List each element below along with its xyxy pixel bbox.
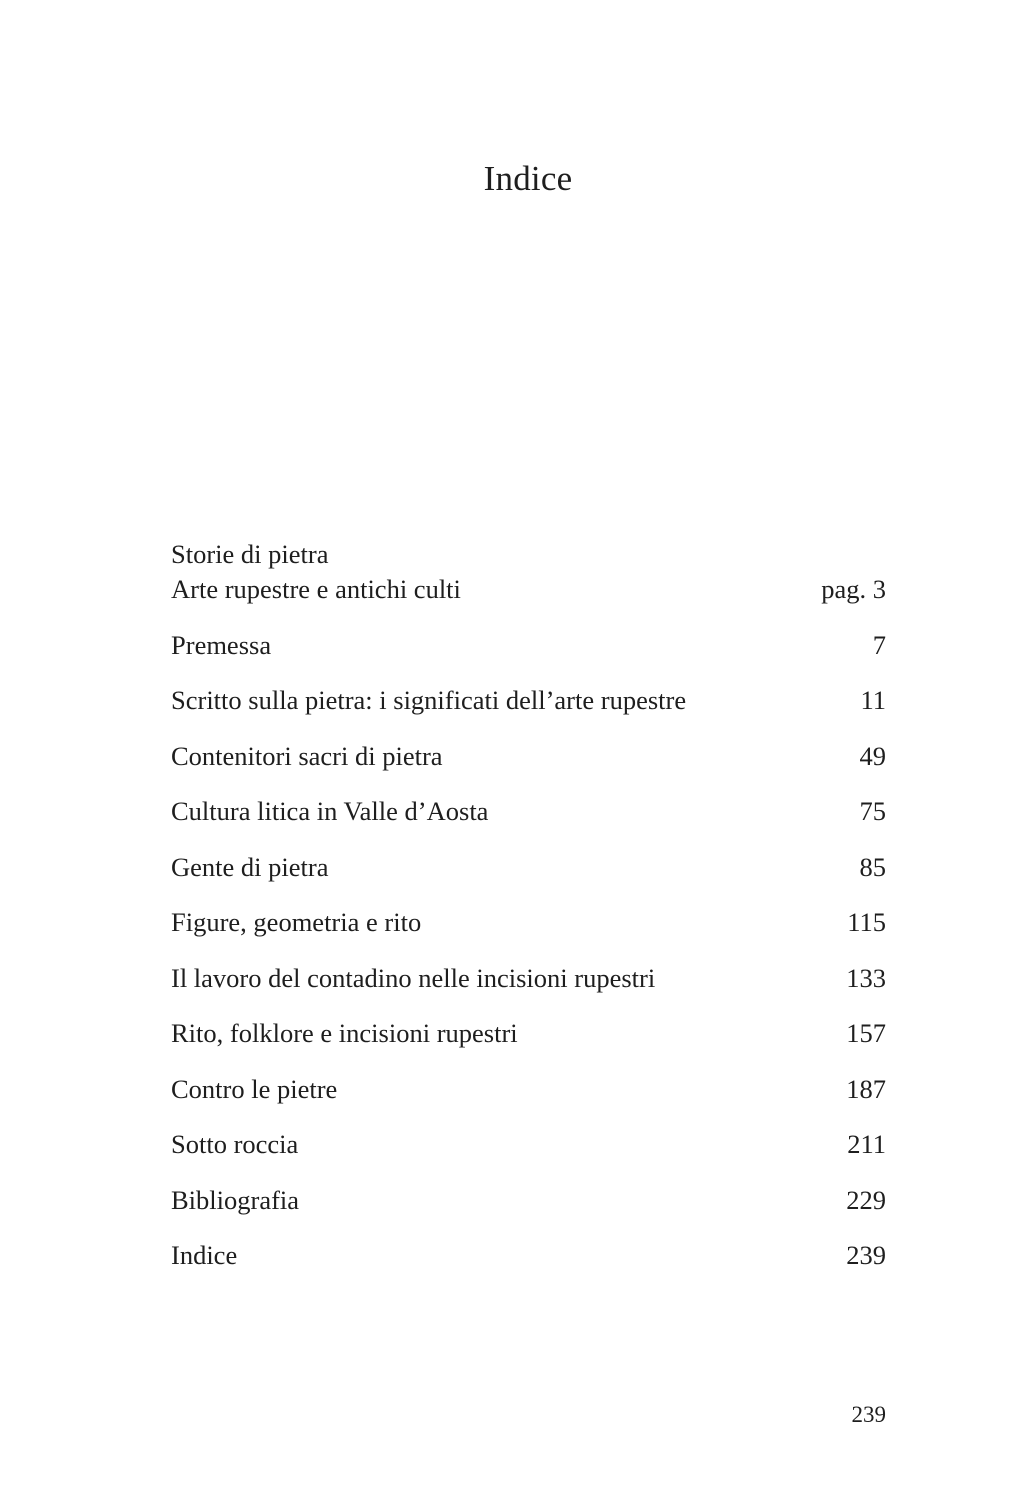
toc-entry-subtitle: Arte rupestre e antichi culti [171, 574, 461, 604]
toc-entry-storie-di-pietra [171, 537, 886, 607]
toc-entry-bibliografia [171, 1183, 886, 1218]
toc-entry-page: pag. 3 [821, 574, 886, 604]
toc-entry-premessa [171, 628, 886, 663]
toc-entry-gente-di-pietra [171, 850, 886, 885]
toc-entry-contro-le-pietre [171, 1072, 886, 1107]
toc-entry-title: Rito, folklore e incisioni rupestri [171, 1018, 518, 1048]
toc-entry-title: Figure, geometria e rito [171, 907, 422, 937]
toc-entry-title: Bibliografia [171, 1184, 300, 1215]
toc-entry-page: 187 [846, 1073, 886, 1104]
toc-entry-lavoro-del-contadino [171, 961, 886, 996]
toc-entry-page: 239 [846, 1240, 886, 1270]
toc-entry-title: Gente di pietra [171, 851, 329, 882]
toc-entry-contenitori-sacri [171, 739, 886, 774]
toc-entry-indice [171, 1238, 886, 1273]
toc-entry-page: 7 [872, 629, 886, 660]
toc-entry-page: 211 [847, 1129, 886, 1159]
toc-entry-title: Sotto roccia [171, 1129, 299, 1159]
toc-entry-scritto-sulla-pietra [171, 683, 886, 718]
toc-entry-sotto-roccia [171, 1127, 886, 1162]
toc-entry-page: 229 [846, 1184, 886, 1215]
toc-entry-rito-folklore [171, 1016, 886, 1051]
toc-entry-page: 11 [860, 685, 886, 715]
toc-entry-title: Premessa [171, 629, 272, 660]
toc-entry-title: Scritto sulla pietra: i significati dell’arte rupestre [171, 685, 687, 715]
toc-entry-page: 133 [846, 962, 886, 993]
page-title: Indice [483, 159, 573, 198]
toc-entry-title: Storie di pietra [171, 539, 329, 569]
page-number: 239 [851, 1402, 886, 1427]
toc-entry-page: 85 [859, 851, 886, 882]
toc-entry-cultura-litica [171, 794, 886, 829]
toc-entry-title: Cultura litica in Valle d’Aosta [171, 796, 489, 826]
toc-entry-page: 49 [859, 740, 886, 771]
toc-entry-title: Indice [171, 1240, 238, 1270]
toc-entry-figure-geometria [171, 905, 886, 940]
toc-entry-page: 157 [846, 1018, 886, 1048]
toc-entry-title: Il lavoro del contadino nelle incisioni rupestri [171, 962, 656, 993]
toc-entry-title: Contenitori sacri di pietra [171, 740, 443, 771]
toc-entry-page: 75 [859, 796, 886, 826]
table-of-contents [171, 537, 886, 1273]
toc-entry-page: 115 [847, 907, 886, 937]
toc-entry-title: Contro le pietre [171, 1073, 338, 1104]
toc-entry-label-block [171, 537, 461, 607]
